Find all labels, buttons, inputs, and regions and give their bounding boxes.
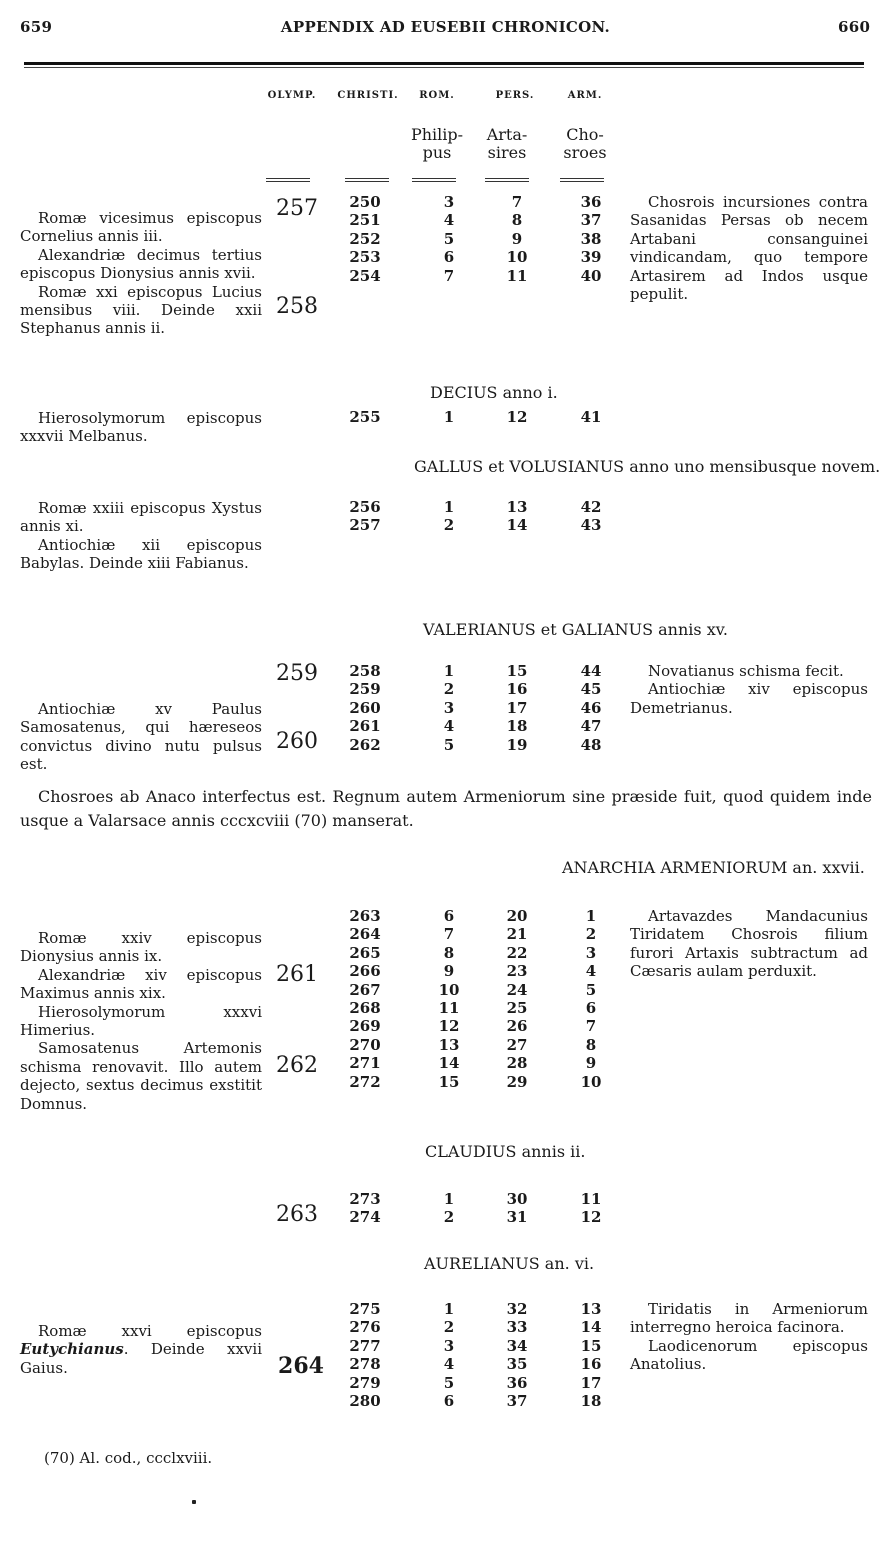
christi-year: 264	[349, 925, 381, 944]
christi-year: 279	[349, 1373, 381, 1392]
left-notes	[20, 700, 262, 774]
left-notes	[20, 1322, 262, 1377]
pers-year: 36	[506, 1373, 528, 1392]
col-header-rom: ROM.	[419, 90, 455, 101]
arm-year: 1	[585, 907, 597, 925]
reign-heading: AURELIANUS an. vi.	[424, 1254, 595, 1273]
right-notes	[630, 193, 868, 303]
reign-heading: VALERIANUS et GALIANUS annis xv.	[423, 620, 728, 639]
col-rule	[345, 178, 389, 179]
col-rule	[266, 178, 310, 179]
rom-year: 15	[438, 1072, 460, 1091]
christi-year: 272	[349, 1072, 381, 1091]
rom-year: 6	[443, 907, 455, 925]
olympiad-number: 264	[278, 1353, 324, 1379]
rom-year: 6	[443, 1392, 455, 1410]
arm-year: 3	[585, 943, 597, 962]
arm-year: 5	[585, 980, 597, 999]
arm-year: 15	[580, 1336, 602, 1355]
note-text: Romæ xxvi episcopus	[38, 1322, 262, 1340]
rom-year: 13	[438, 1035, 460, 1054]
christi-year: 280	[349, 1392, 381, 1410]
arm-year: 42	[580, 498, 602, 516]
arm-year: 45	[580, 680, 602, 699]
christi-year: 276	[349, 1318, 381, 1337]
arm-year: 8	[585, 1035, 597, 1054]
rom-year: 5	[443, 1373, 455, 1392]
print-speck	[192, 1500, 196, 1504]
col-rule	[485, 181, 529, 182]
rom-year: 1	[443, 1300, 455, 1318]
rom-year: 5	[443, 735, 455, 754]
rom-year: 6	[443, 248, 455, 267]
arm-year: 40	[580, 266, 602, 285]
christi-year: 277	[349, 1336, 381, 1355]
christi-year: 261	[349, 717, 381, 736]
pers-year: 17	[506, 698, 528, 717]
king-pers: Arta- sires	[486, 125, 528, 162]
reign-heading: ANARCHIA ARMENIORUM an. xxvii.	[562, 858, 865, 877]
rom-year: 2	[443, 1318, 455, 1337]
left-notes	[20, 209, 262, 338]
right-notes	[630, 1300, 868, 1374]
rom-year: 4	[443, 717, 455, 736]
rom-year: 2	[443, 1208, 455, 1227]
page-number-right: 660	[838, 18, 871, 36]
arm-year: 4	[585, 962, 597, 981]
note: Romæ xxiii episcopus Xystus annis xi.	[20, 499, 262, 536]
reign-heading: GALLUS et VOLUSIANUS anno uno mensibusque novem.	[414, 457, 881, 476]
arm-year: 10	[580, 1072, 602, 1091]
christi-year: 257	[349, 516, 381, 535]
pers-year: 11	[506, 266, 528, 285]
pers-year: 26	[506, 1017, 528, 1036]
note: Samosatenus Artemonis schisma renovavit. Illo autem dejecto, sextus decimus exstitit Domnus.	[20, 1039, 262, 1113]
pers-year: 31	[506, 1208, 528, 1227]
christi-year: 278	[349, 1355, 381, 1374]
note	[20, 1322, 262, 1377]
arm-year: 46	[580, 698, 602, 717]
rom-year: 9	[443, 962, 455, 981]
left-notes	[20, 929, 262, 1113]
pers-year: 7	[511, 193, 523, 211]
arm-year: 14	[580, 1318, 602, 1337]
arm-year: 6	[585, 999, 597, 1017]
note-name-italic: Eutychianus	[20, 1340, 124, 1359]
chosroes-paragraph	[20, 785, 872, 833]
pers-year: 35	[506, 1355, 528, 1374]
arm-year: 39	[580, 248, 602, 267]
christi-year: 265	[349, 943, 381, 962]
note: Laodicenorum episcopus Anatolius.	[630, 1336, 868, 1374]
pers-year: 28	[506, 1054, 528, 1073]
olympiad-number: 262	[276, 1053, 318, 1078]
col-rule	[266, 181, 310, 182]
christi-year: 263	[349, 907, 381, 925]
pers-year: 18	[506, 717, 528, 736]
note: Hierosolymorum xxxvi Himerius.	[20, 1002, 262, 1040]
rom-year: 1	[443, 498, 455, 516]
christi-year: 267	[349, 980, 381, 999]
note: Romæ xxiv episcopus Dionysius annis ix.	[20, 929, 262, 966]
arm-year: 9	[585, 1054, 597, 1073]
olympiad-number: 257	[276, 196, 318, 221]
note: Tiridatis in Armeniorum interregno heroica facinora.	[630, 1300, 868, 1337]
olympiad-number: 261	[276, 962, 318, 987]
christi-year: 269	[349, 1017, 381, 1036]
pers-year: 29	[506, 1072, 528, 1091]
note: Antiochiæ xii episcopus Babylas. Deinde xiii Fabianus.	[20, 535, 262, 573]
rom-year: 7	[443, 266, 455, 285]
olympiad-number: 259	[276, 661, 318, 686]
col-rule	[485, 178, 529, 179]
note: Antiochiæ xv Paulus Samosatenus, qui hæreseos convictus divino nutu pulsus est.	[20, 700, 262, 774]
arm-year: 48	[580, 735, 602, 754]
arm-year: 12	[580, 1208, 602, 1227]
christi-year: 250	[349, 193, 381, 211]
running-title: APPENDIX AD EUSEBII CHRONICON.	[280, 18, 611, 36]
pers-year: 15	[506, 662, 528, 680]
rom-year: 3	[443, 698, 455, 717]
christi-year: 273	[349, 1190, 381, 1208]
king-rom: Philip- pus	[410, 125, 464, 162]
note: Chosrois incursiones contra Sasanidas Persas ob necem Artabani consanguinei vindicandam, quo tempore Artasirem ad Indos usque pepulit.	[630, 193, 868, 304]
pers-year: 12	[506, 408, 528, 426]
rom-year: 10	[438, 980, 460, 999]
rom-year: 2	[443, 680, 455, 699]
col-header-arm: ARM.	[567, 90, 603, 101]
rom-year: 3	[443, 193, 455, 211]
note-text: . Deinde xxvii Gaius.	[20, 1340, 262, 1377]
rom-year: 1	[443, 662, 455, 680]
col-header-christi: CHRISTI.	[337, 90, 399, 101]
arm-year: 16	[580, 1355, 602, 1374]
rom-year: 4	[443, 211, 455, 230]
olympiad-number: 260	[276, 729, 318, 754]
king-arm: Cho- sroes	[563, 125, 607, 162]
pers-year: 10	[506, 248, 528, 267]
christi-year: 251	[349, 211, 381, 230]
rom-year: 7	[443, 925, 455, 944]
paragraph-text: Chosroes ab Anaco interfectus est. Regnum autem Armeniorum sine præside fuit, quod quidem inde usque a Valarsace annis cccxcviii (70) manserat.	[20, 787, 872, 830]
col-rule	[560, 178, 604, 179]
note: Alexandriæ xiv episcopus Maximus annis xix.	[20, 965, 262, 1003]
pers-year: 16	[506, 680, 528, 699]
arm-year: 43	[580, 516, 602, 535]
olympiad-number: 263	[276, 1202, 318, 1227]
christi-year: 252	[349, 229, 381, 248]
reign-heading: CLAUDIUS annis ii.	[425, 1142, 586, 1161]
christi-year: 274	[349, 1208, 381, 1227]
arm-year: 17	[580, 1373, 602, 1392]
arm-year: 18	[580, 1392, 602, 1410]
christi-year: 268	[349, 999, 381, 1017]
footnote: (70) Al. cod., ccclxviii.	[44, 1449, 213, 1467]
rom-year: 1	[443, 408, 455, 426]
arm-year: 38	[580, 229, 602, 248]
note: Novatianus schisma fecit.	[648, 662, 844, 680]
pers-year: 8	[511, 211, 523, 230]
note: Romæ vicesimus episcopus Cornelius annis iii.	[20, 209, 262, 246]
christi-year: 253	[349, 248, 381, 267]
christi-year: 260	[349, 698, 381, 717]
col-rule	[412, 178, 456, 179]
col-header-olymp: OLYMP.	[267, 90, 317, 101]
arm-year: 7	[585, 1017, 597, 1036]
pers-year: 25	[506, 999, 528, 1017]
arm-year: 37	[580, 211, 602, 230]
christi-year: 255	[349, 408, 381, 426]
rom-year: 8	[443, 943, 455, 962]
left-notes	[20, 409, 262, 446]
pers-year: 27	[506, 1035, 528, 1054]
christi-year: 256	[349, 498, 381, 516]
pers-year: 30	[506, 1190, 528, 1208]
rom-year: 14	[438, 1054, 460, 1073]
rom-year: 3	[443, 1336, 455, 1355]
christi-year: 271	[349, 1054, 381, 1073]
right-notes	[630, 907, 868, 981]
pers-year: 13	[506, 498, 528, 516]
pers-year: 19	[506, 735, 528, 754]
pers-year: 23	[506, 962, 528, 981]
pers-year: 22	[506, 943, 528, 962]
right-notes	[630, 662, 868, 717]
page-number-left: 659	[20, 18, 53, 36]
note: Alexandriæ decimus tertius episcopus Dionysius annis xvii.	[20, 245, 262, 283]
pers-year: 32	[506, 1300, 528, 1318]
col-rule	[345, 181, 389, 182]
christi-year: 266	[349, 962, 381, 981]
rom-year: 1	[443, 1190, 455, 1208]
reign-heading: DECIUS anno i.	[430, 383, 558, 402]
arm-year: 47	[580, 717, 602, 736]
note: Antiochiæ xiv episcopus Demetrianus.	[630, 680, 868, 717]
note: Romæ xxi episcopus Lucius mensibus viii. Deinde xxii Stephanus annis ii.	[20, 282, 262, 338]
left-notes	[20, 499, 262, 573]
christi-year: 262	[349, 735, 381, 754]
rom-year: 12	[438, 1017, 460, 1036]
header-rule-thin	[24, 67, 864, 68]
pers-year: 9	[511, 229, 523, 248]
christi-year: 275	[349, 1300, 381, 1318]
rom-year: 11	[438, 999, 460, 1017]
rom-year: 2	[443, 516, 455, 535]
pers-year: 37	[506, 1392, 528, 1410]
pers-year: 24	[506, 980, 528, 999]
arm-year: 36	[580, 193, 602, 211]
olympiad-number: 258	[276, 294, 318, 319]
arm-year: 41	[580, 408, 602, 426]
christi-year: 270	[349, 1035, 381, 1054]
pers-year: 34	[506, 1336, 528, 1355]
col-rule	[412, 181, 456, 182]
rom-year: 4	[443, 1355, 455, 1374]
arm-year: 2	[585, 925, 597, 944]
pers-year: 33	[506, 1318, 528, 1337]
note: Hierosolymorum episcopus xxxvii Melbanus.	[20, 409, 262, 446]
note: Artavazdes Mandacunius Tiridatem Chosrois filium furori Artaxis subtractum ad Cæsaris aulam perduxit.	[630, 907, 868, 981]
arm-year: 11	[580, 1190, 602, 1208]
arm-year: 13	[580, 1300, 602, 1318]
col-rule	[560, 181, 604, 182]
christi-year: 259	[349, 680, 381, 699]
header-rule	[24, 62, 864, 65]
arm-year: 44	[580, 662, 602, 680]
christi-year: 254	[349, 266, 381, 285]
col-header-pers: PERS.	[495, 90, 535, 101]
rom-year: 5	[443, 229, 455, 248]
pers-year: 21	[506, 925, 528, 944]
christi-year: 258	[349, 662, 381, 680]
pers-year: 20	[506, 907, 528, 925]
pers-year: 14	[506, 516, 528, 535]
